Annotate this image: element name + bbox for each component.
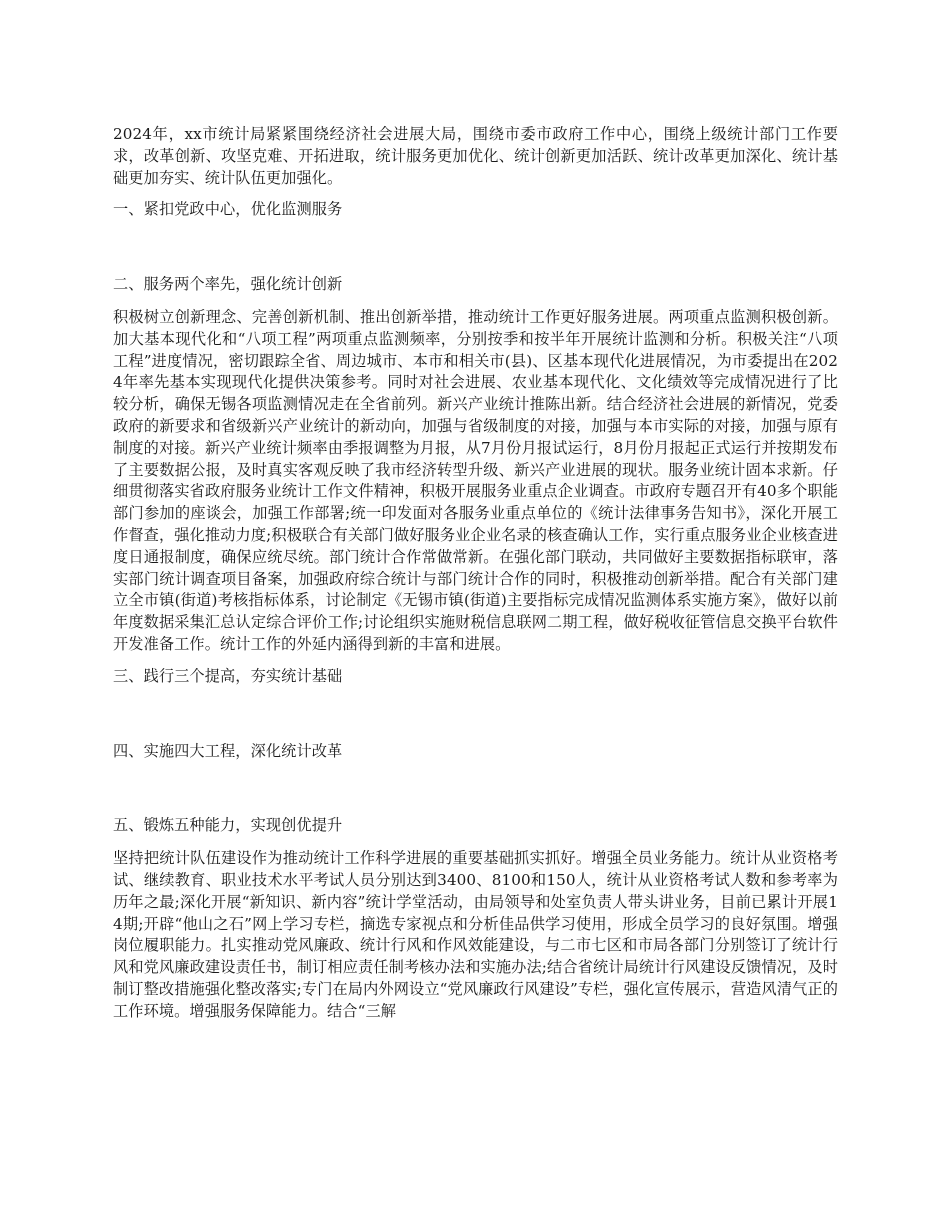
section-body-2: 积极树立创新理念、完善创新机制、推出创新举措，推动统计工作更好服务进展。两项重点监测积极创新。加大基本现代化和“八项工程”两项重点监测频率，分别按季和按半年开展统计监测和分析。积极关注“八项工程”进度情况，密切跟踪全省、周边城市、本市和相关市(县)、区基本现代化进展情况，为市委提出在2024年率先基本实现现代化提供决策参考。同时对社会进展、农业基本现代化、文化绩效等完成情况进行了比较分析，确保无锡各项监测情况走在全省前列。新兴产业统计推陈出新。结合经济社会进展的新情况，党委政府的新要求和省级新兴产业统计的新动向，加强与省级制度的对接，加强与本市实际的对接，加强与原有制度的对接。新兴产业统计频率由季报调整为月报，从7月份月报试运行，8月份月报起正式运行并按期发布了主要数据公报，及时真实客观反映了我市经济转型升级、新兴产业进展的现状。服务业统计固本求新。仔细贯彻落实省政府服务业统计工作文件精神，积极开展服务业重点企业调查。市政府专题召开有40多个职能部门参加的座谈会，加强工作部署;统一印发面对各服务业重点单位的《统计法律事务告知书》，深化开展工作督查，强化推动力度;积极联合有关部门做好服务业企业名录的核查确认工作，实行重点服务业企业核查进度日通报制度，确保应统尽统。部门统计合作常做常新。在强化部门联动，共同做好主要数据指标联审，落实部门统计调查项目备案，加强政府综合统计与部门统计合作的同时，积极推动创新举措。配合有关部门建立全市镇(街道)考核指标体系，讨论制定《无锡市镇(街道)主要指标完成情况监测体系实施方案》，做好以前年度数据采集汇总认定综合评价工作;讨论组织实施财税信息联网二期工程，做好税收征管信息交换平台软件开发准备工作。统计工作的外延内涵得到新的丰富和进展。 bbox=[113, 307, 838, 653]
section-heading-4: 四、实施四大工程，深化统计改革 bbox=[113, 741, 343, 760]
section-heading-1: 一、紧扣党政中心，优化监测服务 bbox=[113, 200, 343, 219]
section-body-5: 坚持把统计队伍建设作为推动统计工作科学进展的重要基础抓实抓好。增强全员业务能力。统计从业资格考试、继续教育、职业技术水平考试人员分别达到3400、8100和150人，统计从业资格考试人数和参考率为历年之最;深化开展“新知识、新内容”统计学堂活动，由局领导和处室负责人带头讲业务，目前已累计开展14期;开辟“他山之石”网上学习专栏，摘选专家视点和分析佳品供学习使用，形成全员学习的良好氛围。增强岗位履职能力。扎实推动党风廉政、统计行风和作风效能建设，与二市七区和市局各部门分别签订了统计行风和党风廉政建设责任书，制订相应责任制考核办法和实施办法;结合省统计局统计行风建设反馈情况，及时制订整改措施强化整改落实;专门在局内外网设立“党风廉政行风建设”专栏，强化宣传展示，营造风清气正的工作环境。增强服务保障能力。结合“三解 bbox=[113, 849, 838, 1020]
document-page bbox=[113, 124, 838, 1023]
section-heading-2: 二、服务两个率先，强化统计创新 bbox=[113, 275, 343, 294]
intro-paragraph: 2024年，xx市统计局紧紧围绕经济社会进展大局，围绕市委市政府工作中心，围绕上级统计部门工作要求，改革创新、攻坚克难、开拓进取，统计服务更加优化、统计创新更加活跃、统计改革更加深化、统计基础更加夯实、统计队伍更加强化。 bbox=[113, 125, 838, 187]
section-heading-5: 五、锻炼五种能力，实现创优提升 bbox=[113, 816, 343, 835]
section-heading-3: 三、践行三个提高，夯实统计基础 bbox=[113, 666, 343, 685]
